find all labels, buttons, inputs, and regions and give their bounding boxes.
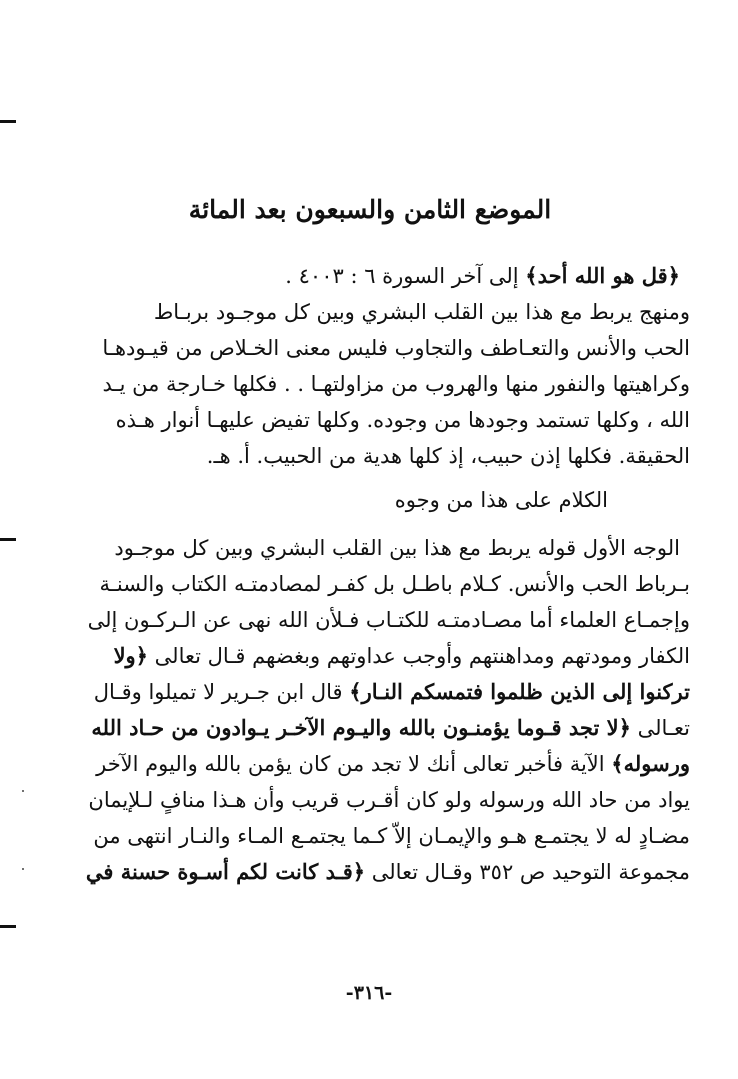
text-line: الحب والأنس والتعـاطف والتجاوب فليس معنى الخـلاص من قيـودهـا: [102, 336, 690, 360]
text-line: مضـادٍ له لا يجتمـع هـو والإيمـان إلاّ كـما يجتمـع المـاء والنـار انتهى من: [93, 824, 690, 848]
scan-speck: [22, 790, 24, 792]
scan-speck: [22, 868, 24, 870]
quran-quote: ﴿قل هو الله أحد﴾: [525, 263, 680, 288]
scan-edge-mark: [0, 120, 16, 123]
quran-quote: ﴿ولا: [113, 643, 148, 668]
scan-edge-mark: [0, 538, 16, 541]
text-line: يواد من حاد الله ورسوله ولو كان أقـرب قريب وأن هـذا منافٍ لـلإيمان: [88, 788, 690, 812]
text-line: ومنهج يربط مع هذا بين القلب البشري وبين كل موجـود بربـاط: [153, 300, 690, 324]
text-span: الكفار ومودتهم ومداهنتهم وأوجب عداوتهم وبغضهم قـال تعالى: [148, 644, 690, 668]
section-title: الموضع الثامن والسبعون بعد المائة: [188, 195, 552, 224]
paragraph-refutation: [82, 530, 690, 890]
section-heading: الكلام على هذا من وجوه: [394, 488, 608, 512]
text-line: [82, 746, 690, 782]
text-line: [82, 710, 690, 746]
quran-quote: تركنوا إلى الذين ظلموا فتمسكم النـار﴾: [349, 679, 690, 704]
text-line: وكراهيتها والنفور منها والهروب من مزاولتهـا . . فكلها خـارجة من يـد: [102, 372, 690, 396]
text-line: وإجمـاع العلماء أما مصـادمتـه للكتـاب فـلأن الله نهى عن الـركـون إلى: [87, 608, 690, 632]
text-line: [82, 854, 690, 890]
quran-quote: ﴿قـد كانت لكم أسـوة حسنة في: [85, 859, 366, 884]
text-line: الله ، وكلها تستمد وجودها من وجوده. وكلها تفيض عليهـا أنوار هـذه: [115, 408, 690, 432]
text-line: [82, 674, 690, 710]
text-span: الآية فأخبر تعالى أنك لا تجد من كان يؤمن بالله واليوم الآخر: [96, 752, 612, 776]
quran-quote: ورسوله﴾: [611, 751, 690, 776]
text-line: [82, 638, 690, 674]
text-span: إلى آخر السورة ٦ : ٤٠٠٣ .: [285, 264, 526, 288]
quran-quote: ﴿لا تجد قـوما يؤمنـون بالله واليـوم الآخـر يـوادون من حـاد الله: [91, 715, 631, 740]
text-line: الوجه الأول قوله يربط مع هذا بين القلب البشري وبين كل موجـود: [114, 536, 680, 560]
text-span: تعـالى: [630, 716, 690, 740]
text-span: مجموعة التوحيد ص ٣٥٢ وقـال تعالى: [365, 860, 690, 884]
scan-edge-mark: [0, 925, 16, 928]
text-line: [82, 258, 690, 294]
text-line: الحقيقة. فكلها إذن حبيب، إذ كلها هدية من الحبيب. أ. هـ.: [206, 444, 690, 468]
paragraph-intro: [82, 258, 690, 474]
page-number: -٣١٦-: [345, 982, 393, 1004]
text-line: بـرباط الحب والأنس. كـلام باطـل بل كفـر لمصادمتـه الكتاب والسنـة: [99, 572, 690, 596]
text-span: قال ابن جـرير لا تميلوا وقـال: [93, 680, 350, 704]
